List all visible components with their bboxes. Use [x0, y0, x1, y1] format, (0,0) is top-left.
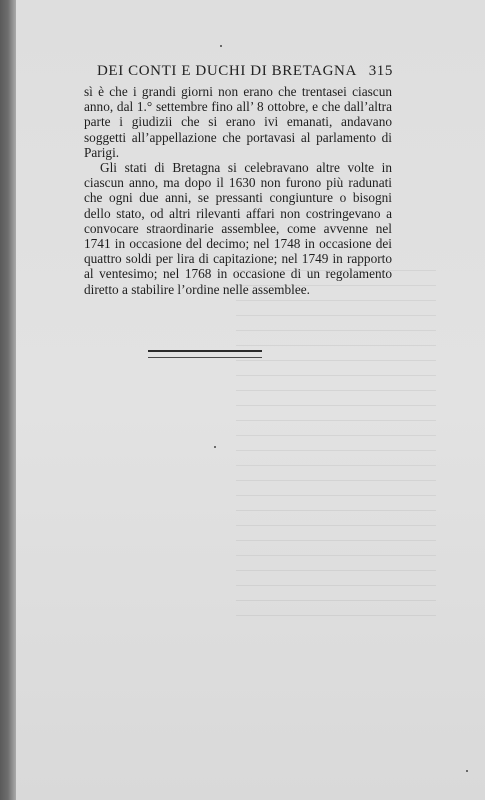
paragraph-1: sì è che i grandi giorni non erano che trentasei ciascun anno, dal 1.° settembre fino all’ 8 ottobre, e che dall’altra parte i giudizii che si erano ivi emanati, andavano soggetti all’appellazione che portavasi al parlamento di Parigi.: [84, 84, 392, 160]
bleed-through-text: [236, 270, 436, 630]
speck: [214, 446, 216, 448]
speck: [220, 45, 222, 47]
page-number: 315: [368, 63, 393, 79]
speck: [466, 770, 468, 772]
body-text: [84, 84, 392, 297]
paragraph-2: Gli stati di Bretagna si celebravano altre volte in ciascun anno, ma dopo il 1630 non furono più radunati che ogni due anni, se pressanti congiunture o bisogni dello stato, od altri rilevanti affari non costringevano a convocare straordinarie assemblee, come avvenne nel 1741 in occasione del decimo; nel 1748 in occasione dei quattro soldi per lira di capitazione; nel 1749 in rapporto al ventesimo; nel 1768 in occasione di un regolamento diretto a stabilire l’ordine nelle assemblee.: [84, 160, 392, 297]
running-header: [97, 63, 393, 85]
header-title: DEI CONTI E DUCHI DI BRETAGNA: [97, 63, 357, 79]
section-divider-rule: [148, 350, 262, 358]
